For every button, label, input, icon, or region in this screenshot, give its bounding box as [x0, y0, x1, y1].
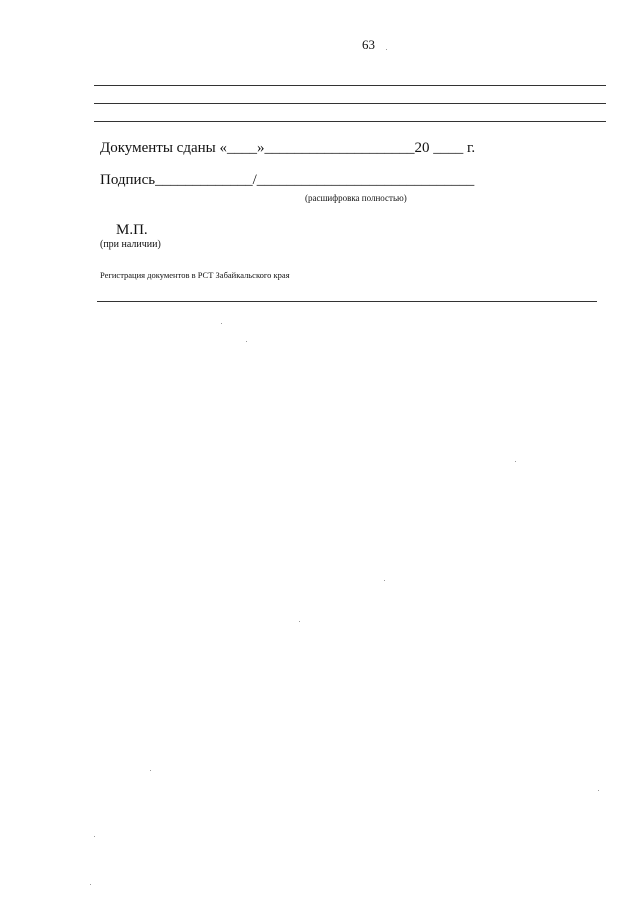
scan-speck: [94, 836, 95, 837]
scan-speck: [384, 580, 385, 581]
blank-line-3: [94, 121, 606, 122]
scan-speck: [246, 341, 247, 342]
scan-speck: [221, 323, 222, 324]
scan-speck: [299, 621, 300, 622]
registration-label: Регистрация документов в РСТ Забайкальского края: [100, 270, 290, 280]
documents-submitted-line: Документы сданы «____»____________________20 ____ г.: [100, 140, 476, 156]
scan-speck: [515, 461, 516, 462]
scan-speck: [386, 49, 387, 50]
scan-speck: [598, 790, 599, 791]
scan-speck: [90, 884, 91, 885]
signature-hint: (расшифровка полностью): [305, 193, 407, 203]
registration-line: [97, 301, 597, 302]
page-number: 63: [362, 37, 375, 52]
scan-speck: [150, 770, 151, 771]
seal-label: М.П.: [116, 222, 148, 238]
blank-line-2: [94, 103, 606, 104]
blank-line-1: [94, 85, 606, 86]
signature-line: Подпись_____________/_____________________________: [100, 172, 475, 188]
seal-hint: (при наличии): [100, 239, 161, 250]
